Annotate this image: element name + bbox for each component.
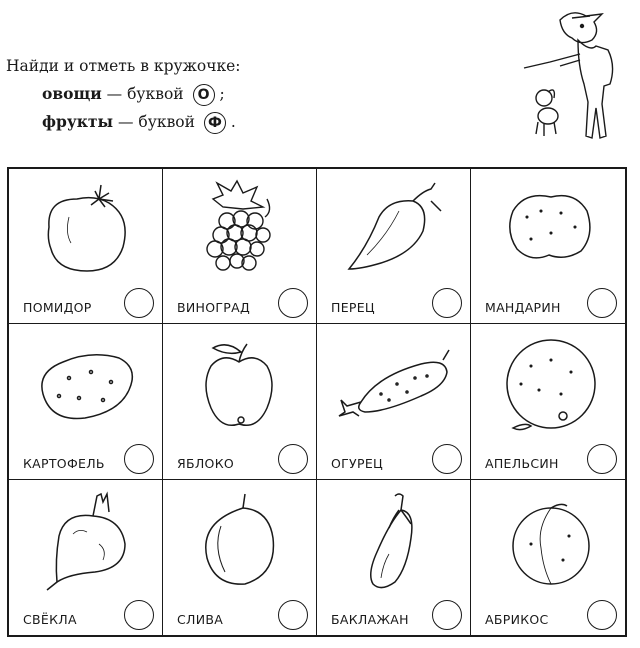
cucumber-image <box>337 332 452 437</box>
answer-circle[interactable] <box>124 444 154 474</box>
eggplant-image <box>337 488 452 593</box>
item-label: СЛИВА <box>177 611 224 627</box>
vegetables-letter-badge: О <box>193 84 215 106</box>
beet-image <box>29 488 144 593</box>
card-apricot <box>471 480 625 635</box>
fruits-rest: — буквой <box>113 113 195 131</box>
card-apple <box>163 324 317 479</box>
fruits-word: фрукты <box>42 112 114 131</box>
answer-circle[interactable] <box>124 288 154 318</box>
answer-circle[interactable] <box>587 288 617 318</box>
item-label: АБРИКОС <box>485 611 549 627</box>
card-potato <box>9 324 163 479</box>
card-tangerine <box>471 169 625 324</box>
answer-circle[interactable] <box>432 288 462 318</box>
vegetables-end: ; <box>219 85 225 103</box>
fruits-end: . <box>230 113 236 131</box>
apple-image <box>183 332 298 437</box>
item-label: СВЁКЛА <box>23 611 77 627</box>
plum-image <box>183 488 298 593</box>
card-orange <box>471 324 625 479</box>
vegetables-rest: — буквой <box>101 85 184 103</box>
apricot-image <box>491 488 606 593</box>
answer-circle[interactable] <box>278 600 308 630</box>
picture-grid <box>7 167 627 637</box>
card-plum <box>163 480 317 635</box>
instructions <box>6 52 336 136</box>
item-label: КАРТОФЕЛЬ <box>23 455 105 471</box>
item-label: ПОМИДОР <box>23 300 92 316</box>
item-label: ОГУРЕЦ <box>331 455 384 471</box>
instruction-fruits <box>6 108 336 136</box>
item-label: МАНДАРИН <box>485 300 561 316</box>
answer-circle[interactable] <box>587 600 617 630</box>
tomato-image <box>29 177 144 282</box>
grapes-image <box>183 177 298 282</box>
teacher-dog-illustration <box>520 6 632 142</box>
answer-circle[interactable] <box>432 444 462 474</box>
card-tomato <box>9 169 163 324</box>
orange-image <box>491 332 606 437</box>
item-label: БАКЛАЖАН <box>331 611 409 627</box>
card-beet <box>9 480 163 635</box>
answer-circle[interactable] <box>124 600 154 630</box>
card-grapes <box>163 169 317 324</box>
card-cucumber <box>317 324 471 479</box>
instructions-title: Найди и отметь в кружочке: <box>6 57 241 75</box>
item-label: ВИНОГРАД <box>177 300 251 316</box>
fruits-letter-badge: Ф <box>204 112 226 134</box>
vegetables-word: овощи <box>42 84 102 103</box>
card-eggplant <box>317 480 471 635</box>
instruction-vegetables <box>6 80 336 108</box>
answer-circle[interactable] <box>432 600 462 630</box>
card-pepper <box>317 169 471 324</box>
potato-image <box>29 332 144 437</box>
answer-circle[interactable] <box>587 444 617 474</box>
pepper-image <box>337 177 452 282</box>
item-label: АПЕЛЬСИН <box>485 455 559 471</box>
answer-circle[interactable] <box>278 288 308 318</box>
item-label: ЯБЛОКО <box>177 455 235 471</box>
item-label: ПЕРЕЦ <box>331 300 375 316</box>
answer-circle[interactable] <box>278 444 308 474</box>
tangerine-image <box>491 177 606 282</box>
